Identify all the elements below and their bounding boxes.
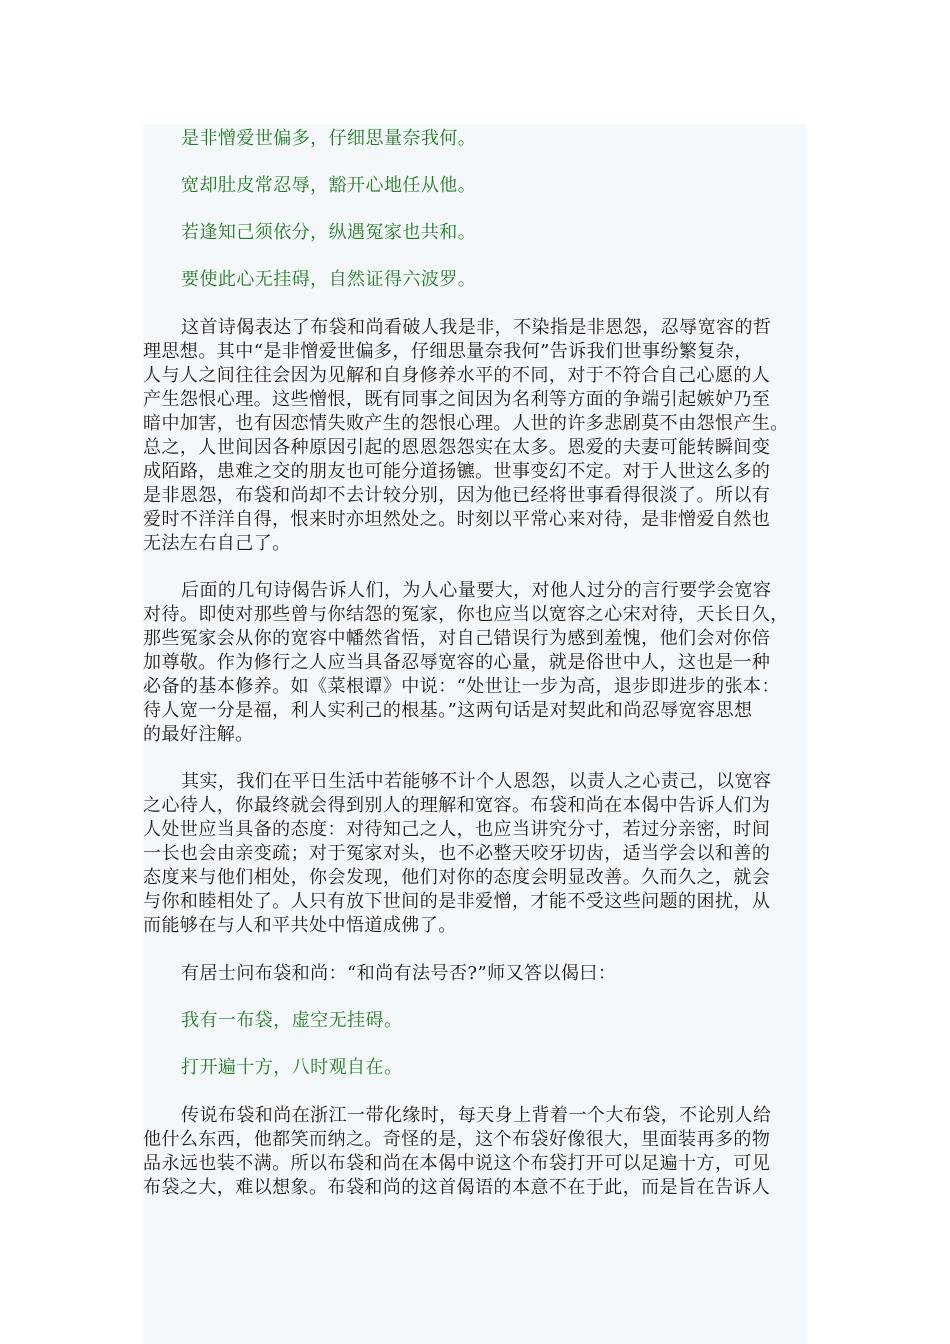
- paragraph-line: 爱时不洋洋自得，恨来时亦坦然处之。时刻以平常心来对待，是非憎爱自然也: [143, 509, 771, 530]
- paragraph-line: 成陌路，患难之交的朋友也可能分道扬镳。世事变幻不定。对于人世这么多的: [143, 461, 771, 482]
- paragraph-line: 品永远也装不满。所以布袋和尚在本偈中说这个布袋打开可以足遍十方，可见: [143, 1153, 771, 1174]
- paragraph-line: 无法左右自己了。: [143, 533, 291, 554]
- verse-line: 要使此心无挂碍，自然证得六波罗。: [181, 269, 477, 290]
- paragraph-line: 的最好注解。: [143, 724, 254, 745]
- verse-line: 我有一布袋，虚空无挂碍。: [181, 1010, 403, 1031]
- paragraph-line: 态度来与他们相处，你会发现，他们对你的态度会明显改善。久而久之，就会: [143, 867, 771, 888]
- paragraph-line: 其实，我们在平日生活中若能够不计个人恩怨，以责人之心责己，以宽容: [181, 771, 772, 792]
- paragraph-line: 对待。即使对那些曾与你结怨的冤家，你也应当以宽容之心宋对待，天长日久，: [143, 604, 789, 625]
- verse-line: 若逢知己须依分，纵遇冤家也共和。: [181, 222, 477, 243]
- paragraph-line: 而能够在与人和平共处中悟道成佛了。: [143, 915, 457, 936]
- paragraph-line: 这首诗偈表达了布袋和尚看破人我是非，不染指是非恩怨，忍辱宽容的哲: [181, 317, 772, 338]
- paragraph-line: 后面的几句诗偈告诉人们，为人心量要大，对他人过分的言行要学会宽容: [181, 580, 772, 601]
- paragraph-line: 人与人之间往往会因为见解和自身修养水平的不同，对于不符合自己心愿的人: [143, 365, 771, 386]
- paragraph-line: 理思想。其中“是非憎爱世偏多，仔细思量奈我何”告诉我们世事纷繁复杂，: [143, 341, 753, 362]
- document-body: [143, 124, 806, 1344]
- verse-line: 是非憎爱世偏多，仔细思量奈我何。: [181, 128, 477, 149]
- paragraph-line: 待人宽一分是福，利人实利己的根基。”这两句话是对契此和尚忍辱宽容思想: [143, 700, 753, 721]
- verse-line: 宽却肚皮常忍辱，豁开心地任从他。: [181, 175, 477, 196]
- paragraph-line: 必备的基本修养。如《菜根谭》中说：“处世让一步为高，退步即进步的张本：: [143, 676, 780, 697]
- paragraph-line: 布袋之大，难以想象。布袋和尚的这首偈语的本意不在于此，而是旨在告诉人: [143, 1177, 771, 1198]
- paragraph-line: 他什么东西，他都笑而纳之。奇怪的是，这个布袋好像很大，里面装再多的物: [143, 1129, 771, 1150]
- paragraph-line: 人处世应当具备的态度：对待知己之人，也应当讲究分寸，若过分亲密，时间: [143, 819, 771, 840]
- paragraph-line: 一长也会由亲变疏；对于冤家对头，也不必整天咬牙切齿，适当学会以和善的: [143, 843, 771, 864]
- paragraph-line: 暗中加害，也有因恋情失败产生的怨恨心理。人世的许多悲剧莫不由怨恨产生。: [143, 413, 789, 434]
- paragraph-line: 产生怨恨心理。这些憎恨，既有同事之间因为名利等方面的争端引起嫉妒乃至: [143, 389, 771, 410]
- paragraph-line: 总之，人世间因各种原因引起的恩恩怨怨实在太多。恩爱的夫妻可能转瞬间变: [143, 437, 771, 458]
- paragraph-line: 传说布袋和尚在浙江一带化缘时，每天身上背着一个大布袋，不论别人给: [181, 1105, 772, 1126]
- paragraph-line: 与你和睦相处了。人只有放下世间的是非爱憎，才能不受这些问题的困扰，从: [143, 891, 771, 912]
- verse-line: 打开遍十方，八时观自在。: [181, 1057, 403, 1078]
- paragraph-line: 是非恩怨，布袋和尚却不去计较分别，因为他已经将世事看得很淡了。所以有: [143, 485, 771, 506]
- paragraph-line: 那些冤家会从你的宽容中幡然省悟，对自己错误行为感到羞愧，他们会对你倍: [143, 628, 771, 649]
- paragraph-line: 有居士问布袋和尚：“和尚有法号否?”师又答以偈曰：: [181, 963, 617, 984]
- paragraph-line: 加尊敬。作为修行之人应当具备忍辱宽容的心量，就是俗世中人，这也是一种: [143, 652, 771, 673]
- paragraph-line: 之心待人，你最终就会得到别人的理解和宽容。布袋和尚在本偈中告诉人们为: [143, 795, 771, 816]
